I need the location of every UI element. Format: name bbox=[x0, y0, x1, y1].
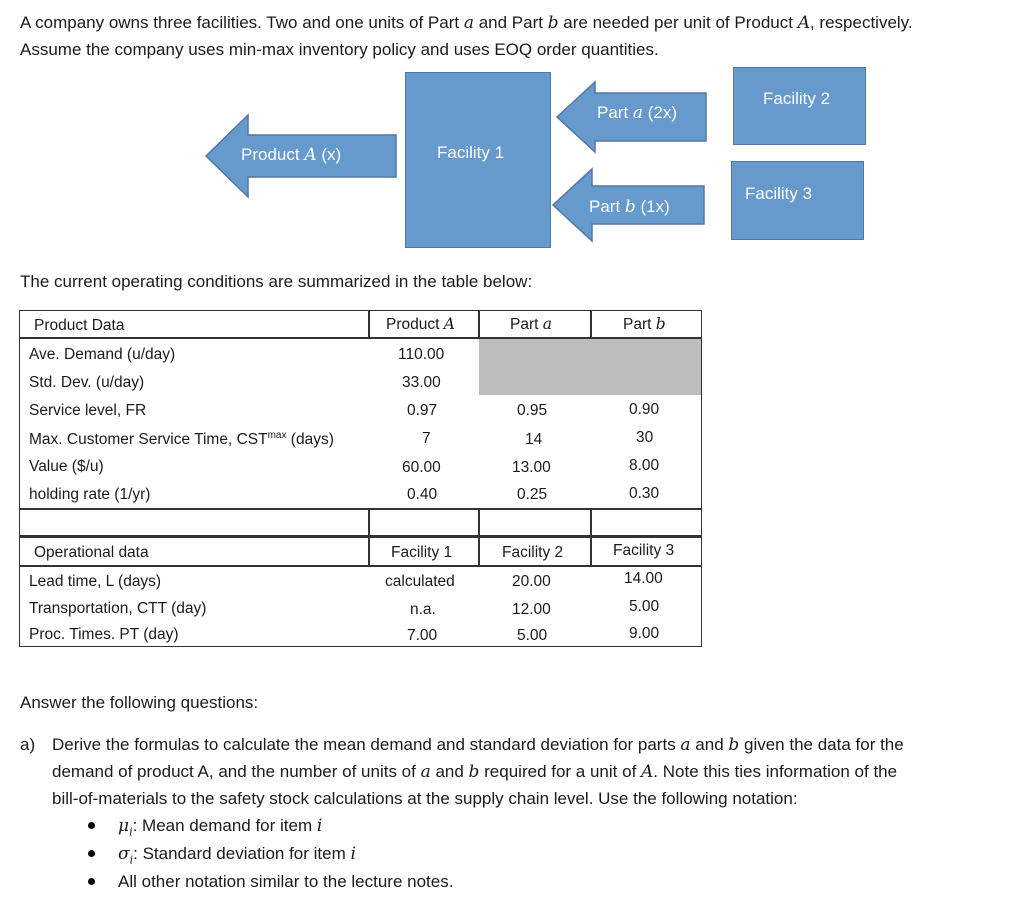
part-b-arrow-label: Part b (1x) bbox=[589, 197, 670, 217]
bullet-dot bbox=[88, 878, 95, 885]
intro-line-2: Assume the company uses min-max inventory policy and uses EOQ order quantities. bbox=[20, 40, 659, 59]
table-intro: The current operating conditions are summarized in the table below: bbox=[20, 272, 533, 291]
row-value: n.a. bbox=[410, 601, 436, 618]
row-label: Std. Dev. (u/day) bbox=[29, 374, 145, 391]
notation-other: All other notation similar to the lecture notes. bbox=[118, 872, 454, 891]
facility-1-label: Facility 1 bbox=[437, 143, 505, 162]
operational-data-header: Operational data bbox=[34, 544, 149, 561]
facility-1-box bbox=[405, 72, 551, 248]
row-value: 0.30 bbox=[629, 485, 660, 502]
question-a-line-1: Derive the formulas to calculate the mean demand and standard deviation for parts a and b given the data for the bbox=[52, 735, 904, 755]
row-label: holding rate (1/yr) bbox=[29, 486, 151, 503]
question-a-marker: a) bbox=[20, 735, 36, 754]
row-value: 13.00 bbox=[512, 459, 551, 476]
row-value: 5.00 bbox=[517, 627, 548, 644]
row-label: Proc. Times. PT (day) bbox=[29, 626, 179, 643]
row-label: Lead time, L (days) bbox=[29, 573, 162, 590]
row-label: Value ($/u) bbox=[29, 458, 104, 475]
row-value: 0.90 bbox=[629, 401, 660, 418]
col-facility-1-header: Facility 1 bbox=[391, 544, 453, 561]
col-part-a-header: Part a bbox=[510, 315, 552, 333]
row-value: 0.40 bbox=[407, 486, 438, 503]
row-value: 8.00 bbox=[629, 457, 660, 474]
data-table bbox=[19, 310, 702, 647]
row-value: 5.00 bbox=[629, 598, 660, 615]
notation-mu: $\mu_i$: Mean demand for item i bbox=[118, 816, 323, 839]
row-value: 14 bbox=[525, 431, 543, 448]
facility-2-box bbox=[733, 67, 866, 145]
row-label: Service level, FR bbox=[29, 402, 147, 419]
row-value: 33.00 bbox=[402, 374, 441, 391]
row-label: Ave. Demand (u/day) bbox=[29, 346, 176, 363]
row-value: 14.00 bbox=[624, 570, 663, 587]
facility-3-label: Facility 3 bbox=[745, 184, 813, 203]
row-value: 60.00 bbox=[402, 459, 441, 476]
row-value: 0.25 bbox=[517, 486, 548, 503]
row-value: 7 bbox=[422, 430, 431, 447]
question-a-line-3: bill-of-materials to the safety stock calculations at the supply chain level. Use the following notation: bbox=[52, 789, 798, 808]
facility-2-label: Facility 2 bbox=[763, 89, 831, 108]
col-part-b-header: Part b bbox=[623, 315, 666, 333]
col-facility-3-header: Facility 3 bbox=[613, 542, 675, 559]
row-value: 30 bbox=[636, 429, 654, 446]
row-label: Transportation, CTT (day) bbox=[29, 600, 207, 617]
part-a-arrow-label: Part a (2x) bbox=[597, 103, 678, 123]
col-facility-2-header: Facility 2 bbox=[502, 544, 564, 561]
row-value: 0.95 bbox=[517, 402, 548, 419]
product-a-arrow-label: Product A (x) bbox=[241, 145, 342, 165]
bullet-dot bbox=[88, 822, 95, 829]
question-a-line-2: demand of product A, and the number of units of a and b required for a unit of A. Note this ties information of the bbox=[52, 762, 898, 782]
notation-sigma: $\sigma_i$: Standard deviation for item i bbox=[118, 844, 356, 867]
intro-line-1: A company owns three facilities. Two and one units of Part a and Part b are needed per unit of Product A, respectively. bbox=[20, 13, 913, 33]
row-value: 9.00 bbox=[629, 625, 660, 642]
row-label: Max. Customer Service Time, $CST^{max}$ (days) bbox=[29, 430, 334, 449]
row-value: 12.00 bbox=[512, 601, 551, 618]
facility-3-box bbox=[731, 161, 864, 240]
questions-intro: Answer the following questions: bbox=[20, 693, 259, 712]
col-product-a-header: Product A bbox=[386, 315, 455, 333]
row-value: calculated bbox=[385, 573, 455, 590]
row-value: 110.00 bbox=[398, 346, 445, 363]
row-value: 7.00 bbox=[407, 627, 438, 644]
row-value: 0.97 bbox=[407, 402, 438, 419]
product-data-header: Product Data bbox=[34, 317, 125, 334]
gray-cells bbox=[479, 339, 701, 395]
row-value: 20.00 bbox=[512, 573, 551, 590]
bullet-dot bbox=[88, 850, 95, 857]
